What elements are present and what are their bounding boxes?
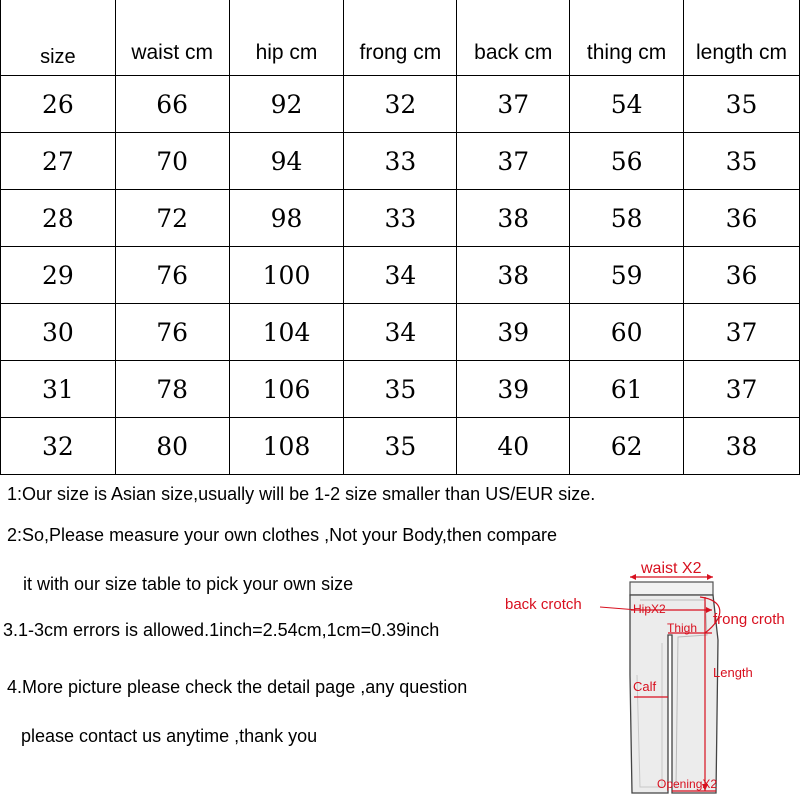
cell-length: 37: [684, 361, 800, 418]
cell-thigh: 54: [570, 76, 684, 133]
cell-thigh: 56: [570, 133, 684, 190]
label-waist: waist X2: [641, 560, 702, 577]
cell-waist: 76: [115, 247, 229, 304]
table-row: [1, 133, 800, 190]
header-size: size: [1, 0, 116, 76]
cell-size: 29: [1, 247, 116, 304]
cell-size: 28: [1, 190, 116, 247]
cell-hip: 104: [229, 304, 344, 361]
cell-back: 38: [457, 190, 570, 247]
header-back: back cm: [457, 0, 570, 76]
cell-waist: 80: [115, 418, 229, 475]
cell-hip: 94: [229, 133, 344, 190]
cell-thigh: 58: [570, 190, 684, 247]
cell-hip: 100: [229, 247, 344, 304]
cell-size: 26: [1, 76, 116, 133]
header-waist: waist cm: [115, 0, 229, 76]
cell-thigh: 61: [570, 361, 684, 418]
cell-front: 33: [344, 190, 457, 247]
cell-back: 39: [457, 361, 570, 418]
table-row: [1, 247, 800, 304]
cell-thigh: 62: [570, 418, 684, 475]
cell-waist: 76: [115, 304, 229, 361]
table-row: [1, 418, 800, 475]
cell-size: 27: [1, 133, 116, 190]
cell-back: 37: [457, 76, 570, 133]
cell-front: 32: [344, 76, 457, 133]
header-front: frong cm: [344, 0, 457, 76]
label-length: Length: [713, 665, 753, 680]
note-errors-allowed: 3.1-3cm errors is allowed.1inch=2.54cm,1cm=0.39inch: [3, 620, 440, 640]
cell-length: 36: [684, 190, 800, 247]
note-more-pictures: 4.More picture please check the detail page ,any question: [7, 677, 468, 697]
pants-measurement-diagram: [500, 555, 800, 800]
cell-size: 32: [1, 418, 116, 475]
label-thigh: Thigh: [667, 621, 698, 635]
table-row: [1, 76, 800, 133]
cell-thigh: 60: [570, 304, 684, 361]
cell-back: 38: [457, 247, 570, 304]
cell-back: 39: [457, 304, 570, 361]
label-front-crotch: frong croth: [713, 611, 785, 628]
table-header-row: [1, 0, 800, 76]
pants-illustration: [500, 555, 800, 800]
cell-waist: 78: [115, 361, 229, 418]
cell-size: 30: [1, 304, 116, 361]
cell-length: 35: [684, 76, 800, 133]
cell-waist: 70: [115, 133, 229, 190]
cell-waist: 72: [115, 190, 229, 247]
table-row: [1, 361, 800, 418]
cell-size: 31: [1, 361, 116, 418]
cell-front: 34: [344, 247, 457, 304]
note-contact-us: please contact us anytime ,thank you: [21, 726, 318, 746]
cell-front: 35: [344, 361, 457, 418]
cell-hip: 106: [229, 361, 344, 418]
cell-waist: 66: [115, 76, 229, 133]
cell-front: 34: [344, 304, 457, 361]
note-compare-table: it with our size table to pick your own size: [23, 574, 354, 594]
cell-hip: 108: [229, 418, 344, 475]
header-thigh: thing cm: [570, 0, 684, 76]
header-length: length cm: [684, 0, 800, 76]
note-asian-size: 1:Our size is Asian size,usually will be 1-2 size smaller than US/EUR size.: [7, 484, 596, 504]
label-opening: OpeningX2: [657, 777, 718, 791]
note-measure-clothes: 2:So,Please measure your own clothes ,Not your Body,then compare: [7, 525, 557, 545]
cell-front: 33: [344, 133, 457, 190]
cell-hip: 92: [229, 76, 344, 133]
label-calf: Calf: [633, 679, 657, 694]
header-hip: hip cm: [229, 0, 344, 76]
cell-thigh: 59: [570, 247, 684, 304]
label-back-crotch: back crotch: [505, 596, 582, 613]
cell-length: 35: [684, 133, 800, 190]
cell-length: 37: [684, 304, 800, 361]
cell-back: 37: [457, 133, 570, 190]
cell-length: 38: [684, 418, 800, 475]
cell-back: 40: [457, 418, 570, 475]
cell-hip: 98: [229, 190, 344, 247]
label-hip: HipX2: [633, 602, 666, 616]
cell-front: 35: [344, 418, 457, 475]
cell-length: 36: [684, 247, 800, 304]
table-row: [1, 304, 800, 361]
table-row: [1, 190, 800, 247]
